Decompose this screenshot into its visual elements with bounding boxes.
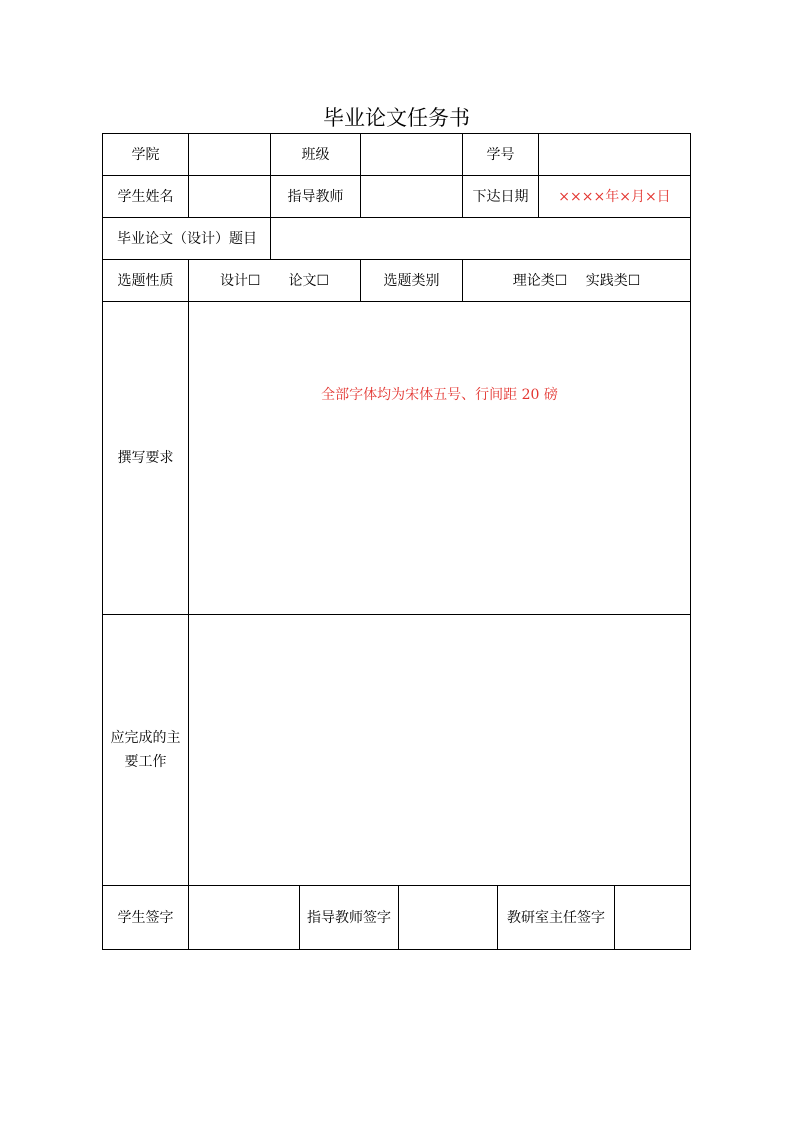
issue-date-field[interactable]: ××××年×月×日: [558, 188, 671, 205]
topic-category-checkboxes[interactable]: 理论类☐ 实践类☐: [512, 272, 641, 289]
topic-nature-checkboxes[interactable]: 设计☐ 论文☐: [219, 272, 330, 289]
thesis-topic-label: 毕业论文（设计）题目: [117, 230, 257, 247]
director-signature-label: 教研室主任签字: [507, 909, 605, 926]
main-work-field[interactable]: [189, 615, 690, 885]
student-id-label: 学号: [486, 146, 515, 163]
document-title: 毕业论文任务书: [323, 106, 470, 130]
student-id-field[interactable]: [539, 134, 690, 175]
advisor-label: 指导教师: [287, 188, 344, 205]
advisor-signature-field[interactable]: [399, 886, 497, 949]
advisor-signature-label: 指导教师签字: [307, 909, 391, 926]
thesis-topic-field[interactable]: [271, 218, 690, 259]
main-work-label: 应完成的主要工作: [110, 730, 181, 770]
student-signature-field[interactable]: [189, 886, 299, 949]
college-field[interactable]: [189, 134, 270, 175]
table-border-bottom: [102, 949, 691, 950]
class-label: 班级: [301, 146, 330, 163]
student-signature-label: 学生签字: [117, 909, 174, 926]
college-label: 学院: [131, 146, 160, 163]
writing-requirements-label: 撰写要求: [117, 450, 174, 466]
table-border-right: [690, 133, 691, 950]
formatting-note: 全部字体均为宋体五号、行间距 20 磅: [321, 387, 558, 403]
director-signature-field[interactable]: [615, 886, 690, 949]
class-field[interactable]: [361, 134, 462, 175]
issue-date-label: 下达日期: [472, 188, 529, 205]
topic-category-label: 选题类别: [383, 272, 440, 289]
student-name-label: 学生姓名: [117, 188, 174, 205]
advisor-field[interactable]: [361, 176, 462, 217]
topic-nature-label: 选题性质: [117, 272, 174, 289]
row-divider: [102, 301, 691, 302]
student-name-field[interactable]: [189, 176, 270, 217]
